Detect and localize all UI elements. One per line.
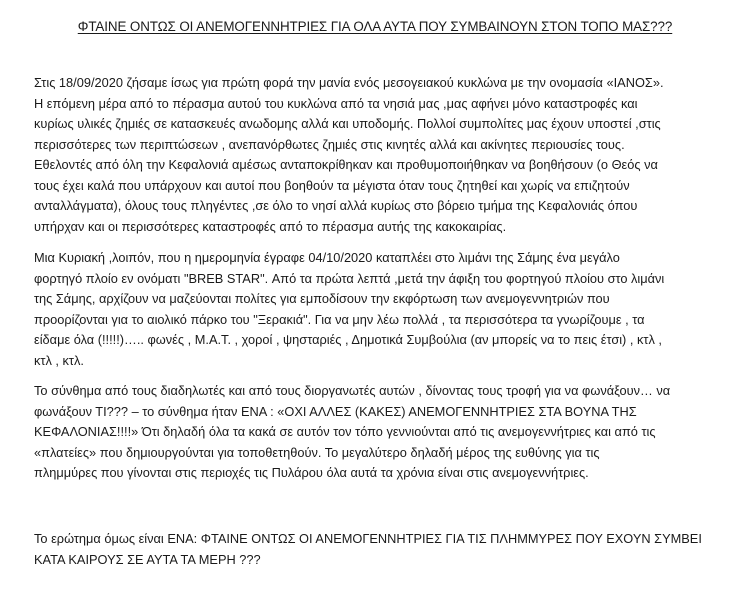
text-line: Το σύνθημα από τους διαδηλωτές και από τους διοργανωτές αυτών , δίνοντας τους τροφή για να φωνάξουν… να (34, 383, 671, 398)
text-line: κτλ , κτλ. (34, 352, 84, 368)
text-line: προορίζονται για το αιολικό πάρκο του "Ξερακιά". Για να μην λέω πολλά , τα περισσότερα τα γνωρίζουμε , τα (34, 311, 645, 327)
paragraph-question (34, 529, 734, 570)
paragraph-ship-arrival (34, 248, 734, 371)
text-line: Στις 18/09/2020 ζήσαμε ίσως για πρώτη φορά την μανία ενός μεσογειακού κυκλώνα με την ονομασία «ΙΑΝΟΣ». (34, 75, 664, 90)
text-line: κυρίως υλικές ζημιές σε κατασκευές ανωδομης αλλά και υποδομής. Πολλοί συμπολίτες μας έχουν υποστεί ,στις (34, 116, 661, 131)
text-line: πλημμύρες που γίνονται στις περιοχές τις Πυλάρου όλα αυτά τα χρόνια είναι στις ανεμογεννήτριες. (34, 465, 589, 480)
text-line: φορτηγό πλοίο εν ονόματι "BREB STAR". Από τα πρώτα λεπτά ,μετά την άφιξη του φορτηγού πλοίου στο λιμάνι (34, 270, 665, 286)
text-line: είδαμε όλα (!!!!!)….. φωνές , Μ.Α.Τ. , χοροί , ψησταριές , Δημοτικά Συμβούλια (αν μπορείς να το πεις έτσι) , κτλ , (34, 332, 662, 347)
paragraph-storm-ianos (34, 73, 734, 237)
text-line: περισσότερες των περιπτώσεων , ανεπανόρθωτες ζημιές στις κινητές αλλά και ακίνητες περιουσίες τους. (34, 136, 625, 152)
text-line: ΚΕΦΑΛΟΝΙΑΣ!!!!» Ότι δηλαδή όλα τα κακά σε αυτόν τον τόπο γεννιούνται από τις ανεμογεννήτριες και από τις (34, 424, 656, 439)
text-line: υπήρχαν και οι περισσότερες καταστροφές από το πέρασμα αυτής της κακοκαιρίας. (34, 218, 507, 234)
paragraph-slogan (34, 381, 734, 484)
text-line: Η επόμενη μέρα από το πέρασμα αυτού του κυκλώνα από τα νησιά μας ,μας αφήνει μόνο καταστροφές και (34, 95, 638, 111)
text-line: Μια Κυριακή ,λοιπόν, που η ημερομηνία έγραφε 04/10/2020 καταπλέει στο λιμάνι της Σάμης ένα μεγάλο (34, 250, 620, 265)
text-line: «πλατείες» που δημιουργούνται για τοποθετηθούν. Το μεγαλύτερο δηλαδή μέρος της ευθύνης για τις (34, 444, 600, 460)
text-line: φωνάξουν ΤΙ??? – το σύνθημα ήταν ΕΝΑ : «ΟΧΙ ΑΛΛΕΣ (ΚΑΚΕΣ) ΑΝΕΜΟΓΕΝΝΗΤΡΙΕΣ ΣΤΑ ΒΟΥΝΑ ΤΗΣ (34, 403, 637, 419)
document-title: ΦΤΑΙΝΕ ΟΝΤΩΣ ΟΙ ΑΝΕΜΟΓΕΝΝΗΤΡΙΕΣ ΓΙΑ ΟΛΑ ΑΥΤΑ ΠΟΥ ΣΥΜΒΑΙΝΟΥΝ ΣΤΟΝ ΤΟΠΟ ΜΑΣ??? (77, 19, 673, 34)
text-line: τους έχει καλά που υπάρχουν και αυτοί που βοηθούν τα μέγιστα όταν τους ζητηθεί και χωρίς να επιζητούν (34, 177, 630, 193)
text-line: ΚΑΤΑ ΚΑΙΡΟΥΣ ΣΕ ΑΥΤΑ ΤΑ ΜΕΡΗ ??? (34, 551, 261, 567)
text-line: Εθελοντές από όλη την Κεφαλονιά αμέσως ανταποκρίθηκαν και προθυμοποιήθηκαν να βοηθήσουν (ο Θεός να (34, 157, 658, 172)
text-line: της Σάμης, αρχίζουν να μαζεύονται πολίτες για εμποδίσουν την εκφόρτωση των ανεμογεννητριών που (34, 291, 610, 306)
text-line: ανταλλάγματα), όλους τους πληγέντες ,σε όλο το νησί αλλά κυρίως στο βόρειο τμήμα της Κεφαλονιάς όπου (34, 198, 638, 213)
text-line: Το ερώτημα όμως είναι ΕΝΑ: ΦΤΑΙΝΕ ΟΝΤΩΣ ΟΙ ΑΝΕΜΟΓΕΝΝΗΤΡΙΕΣ ΓΙΑ ΤΙΣ ΠΛΗΜΜΥΡΕΣ ΠΟΥ ΕΧΟΥΝ ΣΥΜΒΕΙ (34, 531, 702, 546)
